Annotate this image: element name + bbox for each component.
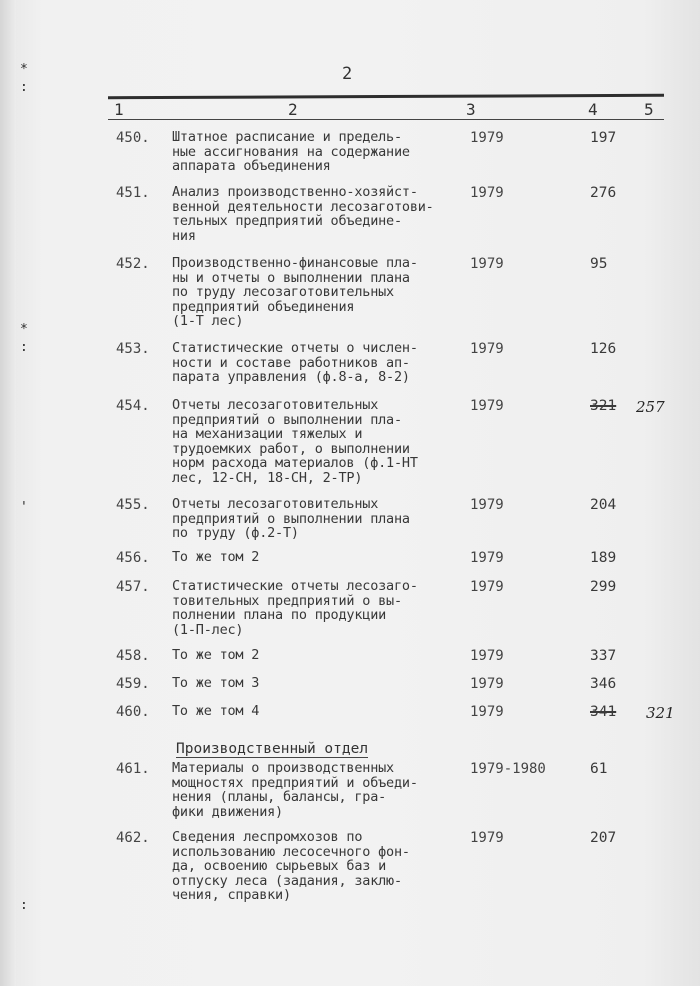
file-number: 454. <box>116 398 150 414</box>
file-year: 1979 <box>470 341 504 357</box>
file-number: 459. <box>116 676 150 692</box>
binding-mark: : <box>20 80 28 95</box>
binding-mark: * <box>20 322 28 337</box>
file-year: 1979 <box>470 256 504 272</box>
file-title: Отчеты лесозаготовительных предприятий о выполнении пла- на механизации тяжелых и трудоемких работ, о выполнении норм расхода материалов (ф.1-НТ лес, 12-СН, 18-СН, 2-ТР) <box>172 397 418 486</box>
file-number: 452. <box>116 256 150 272</box>
file-year: 1979 <box>470 130 504 146</box>
file-title: Сведения леспромхозов по использованию лесосечного фон- да, освоению сырьевых баз и отпуску леса (задания, заклю- чения, справки) <box>172 829 410 903</box>
sheet-count: 299 <box>590 579 617 595</box>
column-header-notes: 5 <box>644 100 654 119</box>
sheet-count: 207 <box>590 830 617 846</box>
column-header-title: 2 <box>288 100 298 119</box>
handwritten-correction: 321 <box>646 704 675 722</box>
file-title: То же том 2 <box>172 549 260 565</box>
file-title: То же том 3 <box>172 675 260 691</box>
file-number: 453. <box>116 341 150 357</box>
file-year: 1979-1980 <box>470 761 546 777</box>
file-number: 456. <box>116 550 150 566</box>
file-year: 1979 <box>470 550 504 566</box>
column-header-year: 3 <box>466 100 476 119</box>
binding-mark: : <box>20 898 28 913</box>
file-title: Штатное расписание и предель- ные ассигнования на содержание аппарата объединения <box>172 129 410 174</box>
handwritten-correction: 257 <box>636 398 665 416</box>
file-year: 1979 <box>470 704 504 720</box>
sheet-count: 346 <box>590 676 617 692</box>
section-heading: Производственный отдел <box>176 741 369 757</box>
file-title: Отчеты лесозаготовительных предприятий о выполнении плана по труду (ф.2-Т) <box>172 496 410 541</box>
file-year: 1979 <box>470 398 504 414</box>
file-title: Анализ производственно-хозяйст- венной деятельности лесозаготови- тельных предприятий объедине- ния <box>172 184 434 244</box>
binding-mark: ' <box>20 500 28 515</box>
sheet-count: 95 <box>590 256 608 272</box>
file-title: То же том 4 <box>172 703 260 719</box>
file-title: То же том 2 <box>172 647 260 663</box>
sheet-count-struck: 341 <box>590 704 617 720</box>
sheet-count: 189 <box>590 550 617 566</box>
file-title: Материалы о производственных мощностях предприятий и объеди- нения (планы, балансы, гра- фики движения) <box>172 760 418 820</box>
sheet-count: 197 <box>590 130 617 146</box>
sheet-count: 337 <box>590 648 617 664</box>
binding-mark: : <box>20 340 28 355</box>
file-year: 1979 <box>470 648 504 664</box>
file-number: 461. <box>116 761 150 777</box>
file-number: 462. <box>116 830 150 846</box>
sheet-count: 276 <box>590 185 617 201</box>
binding-mark: * <box>20 62 28 77</box>
file-year: 1979 <box>470 579 504 595</box>
header-rule-top <box>108 94 664 99</box>
sheet-count: 204 <box>590 497 617 513</box>
file-number: 451. <box>116 185 150 201</box>
sheet-count: 61 <box>590 761 608 777</box>
column-header-number: 1 <box>114 100 124 119</box>
file-year: 1979 <box>470 830 504 846</box>
sheet-count: 126 <box>590 341 617 357</box>
file-year: 1979 <box>470 497 504 513</box>
file-number: 450. <box>116 130 150 146</box>
binding-edge <box>0 0 16 986</box>
file-number: 455. <box>116 497 150 513</box>
file-year: 1979 <box>470 676 504 692</box>
file-number: 457. <box>116 579 150 595</box>
file-number: 458. <box>116 648 150 664</box>
page-number: 2 <box>342 64 353 84</box>
header-rule-bottom <box>108 119 664 120</box>
sheet-count-struck: 321 <box>590 398 617 414</box>
file-number: 460. <box>116 704 150 720</box>
file-title: Статистические отчеты лесозаго- товительных предприятий о вы- полнении плана по продукции (1-П-лес) <box>172 578 418 638</box>
file-year: 1979 <box>470 185 504 201</box>
file-title: Производственно-финансовые пла- ны и отчеты о выполнении плана по труду лесозаготовительных предприятий объединения (1-Т лес) <box>172 255 418 329</box>
column-header-sheets: 4 <box>588 100 598 119</box>
file-title: Статистические отчеты о числен- ности и составе работников ап- парата управления (ф.8-а, 8-2) <box>172 340 418 385</box>
